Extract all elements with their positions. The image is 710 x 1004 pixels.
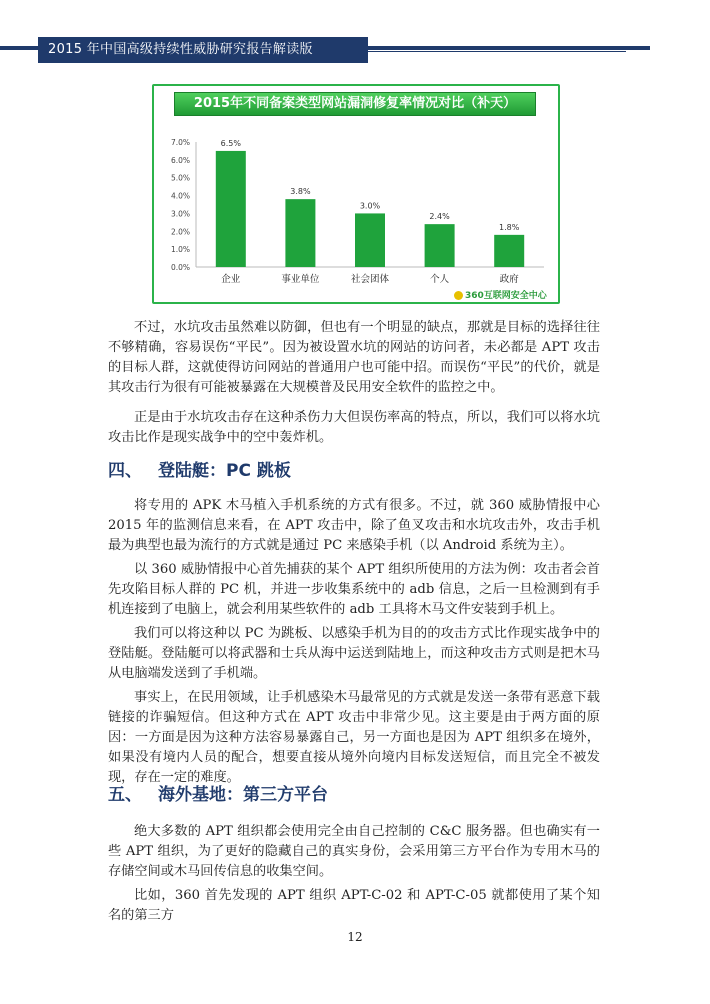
paragraph-adb-method: 以 360 威胁情报中心首先捕获的某个 APT 组织所使用的方法为例：攻击者会首先攻陷目标人群的 PC 机，并进一步收集系统中的 adb 信息，之后一旦检测到有手机连接到了电脑上，就会利用某些软件的 adb 工具将木马文件安装到手机上。 <box>108 562 600 617</box>
category-label: 事业单位 <box>281 274 320 285</box>
logo-360-icon <box>454 291 463 300</box>
bar-chart <box>154 86 558 302</box>
section-heading-4 <box>108 458 608 484</box>
category-label: 企业 <box>221 274 241 285</box>
category-label: 社会团体 <box>350 274 390 285</box>
data-label: 3.8% <box>290 187 311 197</box>
y-tick-label: 3.0% <box>170 209 190 219</box>
watermark-text: 360互联网安全中心 <box>465 291 547 301</box>
paragraph-apk-trojan: 将专用的 APK 木马植入手机系统的方式有很多。不过，就 360 威胁情报中心 2015 年的监测信息来看，在 APT 攻击中，除了鱼叉攻击和水坑攻击外，攻击手机最为典型也最为流行的方式就是通过 PC 来感染手机（以 Android 系统为主）。 <box>108 498 600 553</box>
y-tick-label: 4.0% <box>170 191 190 201</box>
paragraph-apt-c-02: 比如，360 首先发现的 APT 组织 APT-C-02 和 APT-C-05 就都使用了某个知名的第三方 <box>108 888 600 923</box>
data-label: 1.8% <box>499 222 520 232</box>
bar <box>355 213 385 267</box>
page-number: 12 <box>347 930 363 944</box>
data-label: 3.0% <box>359 201 381 211</box>
bar <box>216 151 246 267</box>
paragraph-sms-fraud: 事实上，在民用领域，让手机感染木马最常见的方式就是发送一条带有恶意下载链接的诈骗短信。但这种方式在 APT 攻击中非常少见。这主要是由于两方面的原因：一方面是因为这种方法容易暴露自己，另一方面也是因为 APT 组织多在境外，如果没有境内人员的配合，想要直接从境外向境内目标发送短信，而且完全不被发现，存在一定的难度。 <box>108 690 600 785</box>
y-tick-label: 1.0% <box>170 245 190 255</box>
paragraph-cc-servers: 绝大多数的 APT 组织都会使用完全由自己控制的 C&C 服务器。但也确实有一些 APT 组织，为了更好的隐藏自己的真实身份，会采用第三方平台作为专用木马的存储空间或木马回传信息的收集空间。 <box>108 824 600 879</box>
y-tick-label: 7.0% <box>170 138 190 147</box>
section-number: 四、 <box>108 461 142 481</box>
paragraph-landing-craft: 我们可以将这种以 PC 为跳板、以感染手机为目的的攻击方式比作现实战争中的登陆艇。登陆艇可以将武器和士兵从海中运送到陆地上，而这种攻击方式则是把木马从电脑端发送到了手机端。 <box>108 626 600 681</box>
y-tick-label: 2.0% <box>170 227 190 237</box>
y-tick-label: 6.0% <box>170 155 190 165</box>
chart-watermark <box>454 288 547 301</box>
y-tick-label: 5.0% <box>170 173 190 183</box>
document-header-title: 2015 年中国高级持续性威胁研究报告解读版 <box>48 42 313 57</box>
section-title: 登陆艇：PC 跳板 <box>158 461 291 481</box>
category-label: 个人 <box>430 274 450 285</box>
chart-figure <box>152 84 560 304</box>
paragraph-watering-hole-analogy: 正是由于水坑攻击存在这种杀伤力大但误伤率高的特点，所以，我们可以将水坑攻击比作是现实战争中的空中轰炸机。 <box>108 410 600 445</box>
bar <box>285 199 315 267</box>
chart-title: 2015年不同备案类型网站漏洞修复率情况对比（补天） <box>174 92 536 116</box>
data-label: 2.4% <box>429 212 450 222</box>
bar <box>425 224 455 267</box>
section-heading-5 <box>108 782 608 808</box>
data-label: 6.5% <box>220 138 241 148</box>
paragraph-watering-hole-drawback: 不过，水坑攻击虽然难以防御，但也有一个明显的缺点，那就是目标的选择往往不够精确，容易误伤“平民”。因为被设置水坑的网站的访问者，未必都是 APT 攻击的目标人群，这就使得访问网站的普通用户也可能中招。而误伤“平民”的代价，就是其攻击行为很有可能被暴露在大规模普及民用安全软件的监控之中。 <box>108 320 600 395</box>
bar <box>494 235 524 267</box>
section-title: 海外基地：第三方平台 <box>158 785 328 805</box>
section-number: 五、 <box>108 785 142 805</box>
y-tick-label: 0.0% <box>170 263 190 272</box>
header-rule-thin <box>368 51 626 52</box>
category-label: 政府 <box>499 274 519 285</box>
